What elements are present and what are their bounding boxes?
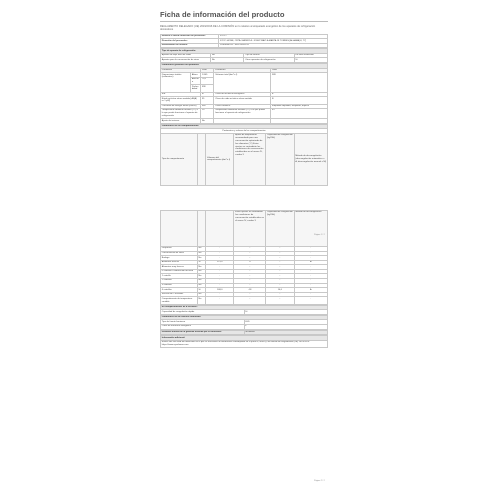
compartment-defrost: - [294,279,327,284]
header-compartment-type: Tipo de compartimento [161,133,198,185]
warranty-value: 36 meses [244,330,328,335]
header-cont-type [161,210,198,246]
parameter-value: 97 [201,92,214,97]
header-temperature: Ajuste de temperatura recomendado para una conservación optimizada de los alimentos (°C) Estos ajustes no contradirán las condiciones de conservación establecidas en el anexo IV, cuadro 3 [234,133,266,185]
parameter-label-2: Clase de ruido acústico aéreo emitido [214,97,271,104]
compartment-present: No [197,251,205,256]
header-value: Valor [201,68,214,73]
compartment-type: Compartimento de temperatura variable [161,297,198,304]
four-star-row [161,310,328,315]
compartment-temperature: - [234,269,266,274]
compartment-freezing: - [266,265,294,270]
light-label: Clase de eficiencia energética [161,325,245,330]
dim-depth-label: Profundidad [191,85,201,92]
appliance-type-table [160,48,328,63]
dim-width-label: Anchura [191,78,199,83]
compartment-volume: - [206,269,234,274]
additional-info-table [160,335,328,348]
volume-label: Volumen total (dm³ o l) [214,73,271,92]
type-value: No [211,53,244,58]
type-value: No [211,58,244,63]
compartment-volume: - [206,279,234,284]
page-number-2: Página 2 / 2 [314,480,325,482]
type-value-2: Sí [294,58,327,63]
compartment-type: 3 estrellas [161,283,198,288]
compartment-type: Alimentos muy frescos [161,265,198,270]
header-defrost: Método de descongelación (descongelación automática = A, descongelación manual = M) [294,133,327,185]
compartment-present: Sí [197,288,205,293]
type-value-2: De libre instalación [294,53,327,58]
compartment-present: No [197,297,205,304]
light-value: LED [244,320,328,325]
compartment-defrost: - [294,292,327,297]
compartment-type: Bodega [161,256,198,261]
compartment-defrost: - [294,256,327,261]
compartment-defrost: - [294,269,327,274]
supplier-label: Dirección del proveedor: [161,39,219,44]
compartment-defrost: - [294,251,327,256]
light-source-table [160,315,328,330]
parameter-label-2 [214,119,271,124]
compartment-temperature: - [234,256,266,261]
four-star-label: Capacidad de congelación rápida [161,310,245,315]
compartment-defrost: - [294,297,327,304]
compartment-present: Sí [197,260,205,265]
compartment-temperature: 4 [234,260,266,265]
compartment-freezing: - [266,251,294,256]
compartment-temperature: -18 [234,288,266,293]
compartment-volume: - [206,265,234,270]
dim-height-value: 1.845 [201,73,214,78]
parameter-value: 35 [201,97,214,104]
parameter-value-2: E [271,92,328,97]
compartment-freezing: - [266,274,294,279]
compartment-freezing: 10,0 [266,288,294,293]
header-parameter-2: Parámetro [214,68,271,73]
section-heading: Tipo de aparato de refrigeración: [161,49,328,54]
compartment-freezing: - [266,260,294,265]
section-heading: Parámetros de los compartimentos: [161,124,328,129]
general-row [161,109,328,119]
compartment-freezing: - [266,279,294,284]
parameter-label: Temperatura ambiente mínima (°C) a la que puede funcionar el aparato de refrigeración [161,109,201,119]
parameter-value-2: 43 [271,109,328,119]
parameter-value: 10 [201,109,214,119]
type-label: Aparato de bajo nivel de ruido [161,53,211,58]
parameter-label: IEE [161,92,201,97]
parameter-label-2: Clase de eficiencia energética [214,92,271,97]
type-label-2: Otros aparatos de refrigeración [244,58,294,63]
compartment-freezing: - [266,297,294,304]
compartment-type: Conservación de vinos [161,251,198,256]
header-cont-defrost: Método de descongelación [294,210,327,246]
compartment-freezing: - [266,246,294,251]
supplier-value: FGEM-ALUX - 869-78000741 [219,43,328,48]
header-cont-freezing: Capacidad de congelación (kg/24h) [266,210,294,246]
compartment-defrost: A [294,260,327,265]
supplier-value: EYVO HOME, CRTA. MADRID-IL JOSEP MAIT-A MARTA 18 TORRES [ALHAMA(LI, 77] [219,39,328,44]
section-heading: En compartimentos de 4 estrellas: [161,305,328,310]
compartment-volume: - [206,256,234,261]
compartment-temperature: - [234,246,266,251]
compartment-volume: - [206,274,234,279]
compartment-present: No [197,292,205,297]
compartment-type: 4 estrellas [161,288,198,293]
parameter-label: Ajuste de invierno [161,119,201,124]
four-star-value: Sí [244,310,328,315]
compartment-volume: - [206,292,234,297]
regulation-text: REGLAMENTO DELEGADO (UE) 2019/2016 DE LA COMISIÓN en lo relativo al etiquetado energético de los aparatos de refrigeración domésticos [160,25,316,32]
type-label-2: Tipo de diseño [244,53,294,58]
section-heading: Parámetros de las fuentes luminosas: [161,315,328,320]
dimensions-label: Dimensiones totales (milímetros) [161,73,191,92]
parameter-value: No [201,119,214,124]
supplier-value: EYVO [219,34,328,39]
light-label: Tipo de fuente luminosa [161,320,245,325]
compartment-present: No [197,279,205,284]
compartment-type: Despensa [161,246,198,251]
section-heading: Parámetros generales del producto: [161,64,328,69]
compartment-temperature: - [234,265,266,270]
compartment-temperature: - [234,283,266,288]
compartment-temperature: - [234,274,266,279]
header-blank [197,133,205,185]
additional-info-text: Enlace del sitio web del fabricante en el que se encuentra la información contemplada en el punto 4, letra a), del anexo del Reglamento (UE) 2019/2023: https://www.eyvohome.com [161,340,328,347]
type-row [161,58,328,63]
compartment-defrost: A [294,288,327,293]
parameter-label-2: Temperatura ambiente máxima (°C) a la que puede funcionar el aparato de refrigeración [214,109,271,119]
compartment-present: No [197,283,205,288]
compartment-table-continued [160,210,328,305]
compartment-volume: - [206,283,234,288]
compartment-freezing: - [266,269,294,274]
header-value-2: Valor [271,68,328,73]
compartment-freezing: - [266,283,294,288]
supplier-table [160,34,328,49]
compartment-defrost: - [294,274,327,279]
compartment-subtitle: Parámetros y valores de los compartimentos [161,129,328,134]
dim-height-label: Altura [191,73,201,78]
compartment-type: 1 estrella [161,274,198,279]
compartment-type: Sección de 2 estrellas [161,292,198,297]
compartment-defrost: - [294,246,327,251]
compartment-volume: 221,0 [206,260,234,265]
section-heading: Información adicional: [161,336,328,341]
supplier-row [161,43,328,48]
page-title: Ficha de información del producto [160,10,328,22]
dim-width-value: 70,1 [201,77,214,84]
compartment-freezing: - [266,256,294,261]
warranty-label: Duración mínima de la garantía ofrecida por el fabricante: [161,330,245,335]
general-row [161,97,328,104]
light-value: F [244,325,328,330]
compartment-temperature: - [234,297,266,304]
compartment-volume: 168,0 [206,288,234,293]
product-information-sheet [160,10,328,348]
compartment-defrost: - [294,283,327,288]
compartment-present: No [197,256,205,261]
general-parameters-table [160,63,328,124]
light-row [161,325,328,330]
supplier-label: Nombre o marca comercial del proveedor: [161,34,219,39]
header-cont-temperature: Estos ajustes no contradirán las condiciones de conservación establecidas en el anexo IV, cuadro 3 [234,210,266,246]
compartment-temperature: - [234,251,266,256]
volume-value: 389 [271,73,328,92]
compartment-present: No [197,274,205,279]
compartment-table [160,124,328,186]
parameter-value: 380 [201,104,214,109]
parameter-label: Consumo de energía anual (kWh/a) [161,104,201,109]
header-cont-volume [206,210,234,246]
compartment-row [161,297,328,304]
compartment-type: Alimentos frescos [161,260,198,265]
four-star-table [160,305,328,315]
supplier-label: Identificador del modelo: [161,43,219,48]
page-number-1: Página 1 / 2 [314,234,325,236]
header-cont-blank [197,210,205,246]
compartment-defrost: - [294,265,327,270]
parameter-value-2: B [271,97,328,104]
parameter-label-2: Clase climática: [214,104,271,109]
compartment-volume: - [206,246,234,251]
compartment-volume: - [206,297,234,304]
compartment-type: 2 estrellas [161,279,198,284]
compartment-present: No [197,246,205,251]
compartment-freezing: - [266,292,294,297]
header-freezing: Capacidad de congelación (kg/24h) [266,133,294,185]
compartment-present: No [197,269,205,274]
parameter-value-2: templada ampliada, templada, tropical [271,104,328,109]
compartment-present: No [197,265,205,270]
type-label: Aparato para la conservación de vinos [161,58,211,63]
compartment-temperature: - [234,279,266,284]
header-parameter: Parámetro [161,68,201,73]
parameter-label: Ruido acústico aéreo emitido [dB(A) re 1 pW] [161,97,201,104]
compartment-type: 0 estrellas o fabricación de hielo [161,269,198,274]
compartment-volume: - [206,251,234,256]
header-volume: Volumen del compartimento (dm³ o l) [206,133,234,185]
dim-depth-value: 598 [201,85,214,92]
compartment-temperature: - [234,292,266,297]
parameter-value-2 [271,119,328,124]
general-row [161,119,328,124]
